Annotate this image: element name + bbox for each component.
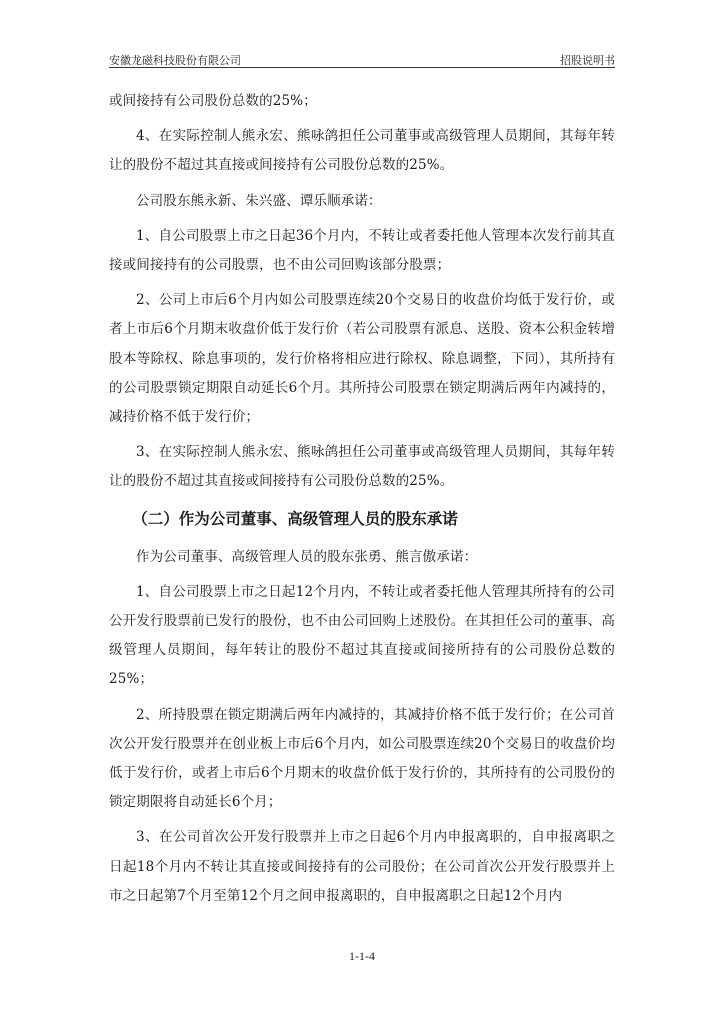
page-number: 1-1-4	[349, 949, 375, 963]
section-heading: （二）作为公司董事、高级管理人员的股东承诺	[132, 509, 458, 528]
header-document-type: 招股说明书	[560, 54, 615, 67]
paragraph-commitment-2: 2、公司上市后6个月内如公司股票连续20个交易日的收盘价均低于发行价，或者上市后6个月期末收盘价低于发行价（若公司股票有派息、送股、资本公积金转增股本等除权、除息事项的，发行价格将相应进行除权、除息调整，下同），其所持有的公司股票锁定期限自动延长6个月。其所持公司股票在锁定期满后两年内减持的，减持价格不低于发行价；	[109, 292, 615, 426]
header-company-name: 安徽龙磁科技股份有限公司	[109, 54, 241, 67]
paragraph-directors-intro: 作为公司董事、高级管理人员的股东张勇、熊言傲承诺：	[136, 548, 478, 565]
header-divider	[109, 67, 615, 68]
paragraph-shareholders-intro: 公司股东熊永新、朱兴盛、谭乐顺承诺：	[136, 192, 382, 209]
page-body	[109, 87, 615, 917]
page-header	[109, 52, 615, 68]
paragraph-commitment-3: 3、在实际控制人熊永宏、熊咏鸽担任公司董事或高级管理人员期间，其每年转让的股份不超过其直接或间接持有公司股份总数的25%。	[109, 444, 615, 490]
paragraph-director-commitment-2: 2、所持股票在锁定期满后两年内减持的，其减持价格不低于发行价；在公司首次公开发行股票并在创业板上市后6个月内，如公司股票连续20个交易日的收盘价均低于发行价，或者上市后6个月期末的收盘价低于发行价的，其所持有的公司股份的锁定期限将自动延长6个月；	[109, 706, 615, 811]
paragraph-commitment-1: 1、自公司股票上市之日起36个月内，不转让或者委托他人管理本次发行前其直接或间接持有的公司股票，也不由公司回购该部分股票；	[109, 227, 615, 274]
paragraph-director-commitment-1: 1、自公司股票上市之日起12个月内，不转让或者委托他人管理其所持有的公司公开发行股票前已发行的股份，也不由公司回购上述股份。在其担任公司的董事、高级管理人员期间，每年转让的股份不超过其直接或间接所持有的公司股份总数的25%；	[109, 583, 615, 688]
paragraph-commitment-4: 4、在实际控制人熊永宏、熊咏鸽担任公司董事或高级管理人员期间，其每年转让的股份不超过其直接或间接持有公司股份总数的25%。	[109, 128, 615, 174]
paragraph-director-commitment-3: 3、在公司首次公开发行股票并上市之日起6个月内申报离职的，自申报离职之日起18个月内不转让其直接或间接持有的公司股份；在公司首次公开发行股票并上市之日起第7个月至第12个月之间申报离职的，自申报离职之日起12个月内	[109, 829, 615, 904]
paragraph-continuation: 或间接持有公司股份总数的25%；	[109, 93, 317, 109]
